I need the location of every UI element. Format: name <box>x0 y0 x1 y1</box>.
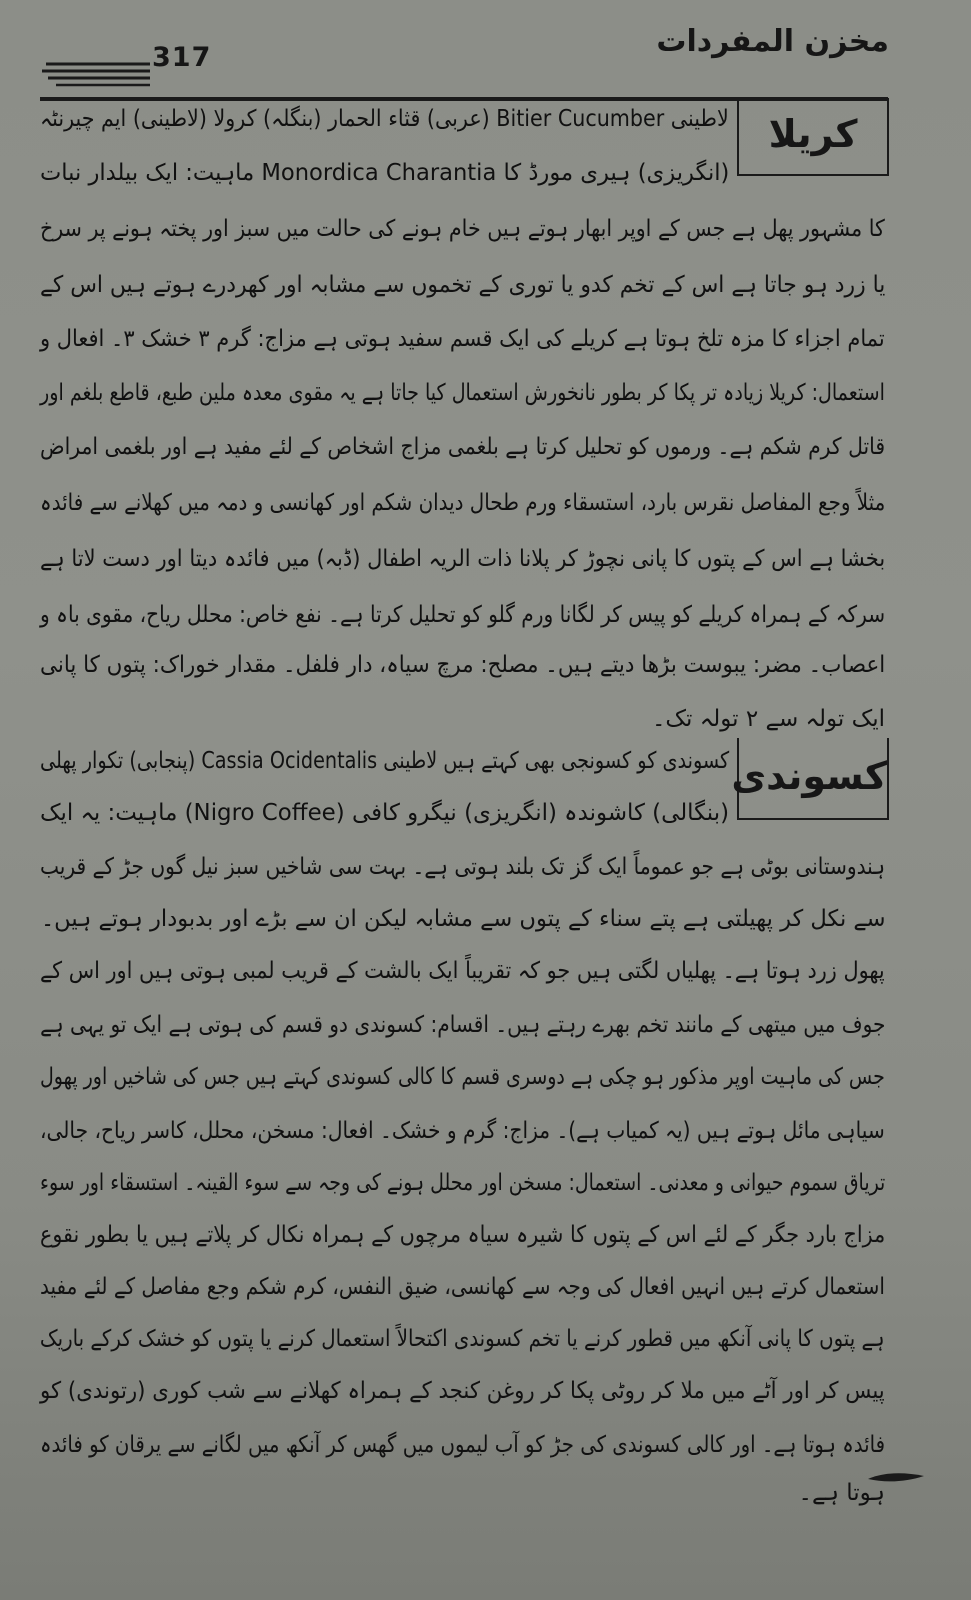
entry-line: جوف میں میتھی کے مانند تخم بھرے رہتے ہیں۔ اقسام: کسوندی دو قسم کی ہوتی ہے ایک تو یہی ہے <box>39 1012 885 1038</box>
entry-line: ہندوستانی بوٹی ہے جو عموماً ایک گز تک بلند ہوتی ہے۔ بہت سی شاخیں سبز نیل گوں جڑ کے قریب <box>39 854 885 880</box>
entry-line: (بنگالی) کاشوندہ (انگریزی) نیگرو کافی (Nigro Coffee) ماہیت: یہ ایک <box>39 800 729 826</box>
entry-line: اعصاب۔ مضر: یبوست بڑھا دیتے ہیں۔ مصلح: مرچ سیاہ، دار فلفل۔ مقدار خوراک: پتوں کا پانی <box>39 652 885 678</box>
entry-title-box-kasondi <box>731 738 889 820</box>
entry-line: کا مشہور پھل ہے جس کے اوپر ابھار ہوتے ہیں خام ہونے کی حالت میں سبز اور پختہ ہونے پر سرخ <box>40 216 885 242</box>
entry-line: یا زرد ہو جاتا ہے اس کے تخم کدو یا توری کے تخموں سے مشابہ اور کھردرے ہوتے ہیں اس کے <box>39 272 885 298</box>
entry-line: تمام اجزاء کا مزہ تلخ ہوتا ہے کریلے کی ایک قسم سفید ہوتی ہے مزاج: گرم ۳ خشک ۳۔ افعال و <box>40 326 885 352</box>
entry-line: ایک تولہ سے ۲ تولہ تک۔ <box>651 706 885 732</box>
entry-line: فائدہ ہوتا ہے۔ اور کالی کسوندی کی جڑ کو آب لیموں میں گھس کر آنکھ میں لگانے سے یرقان کو فائدہ <box>39 1432 885 1458</box>
entry-title-karela: کریلا <box>768 112 858 156</box>
entry-line: سیاہی مائل ہوتے ہیں (یہ کمیاب ہے)۔ مزاج: گرم و خشک۔ افعال: مسخن، محلل، کاسر ریاح، جالی، <box>40 1118 885 1144</box>
entry-line: ہوتا ہے۔ <box>798 1480 885 1506</box>
entry-line: کسوندی کو کسونجی بھی کہتے ہیں لاطینی Cassia Ocidentalis (پنجابی) تکوار پھلی <box>39 748 729 774</box>
entry-line: پیس کر اور آٹے میں ملا کر روٹی پکا کر روغن کنجد کے ہمراہ کھلانے سے شب کوری (رتوندی) کو <box>40 1378 885 1404</box>
entry-line: سرکہ کے ہمراہ کریلے کو پیس کر لگانا ورم گلو کو تحلیل کرتا ہے۔ نفع خاص: محلل ریاح، مقوی باہ و <box>39 602 885 628</box>
page-number: 317 <box>152 42 212 73</box>
book-title: مخزن المفردات <box>656 24 889 59</box>
entry-line: قاتل کرم شکم ہے۔ ورموں کو تحلیل کرتا ہے بلغمی مزاج اشخاص کے لئے مفید ہے اور بلغمی امراض <box>39 434 885 460</box>
entry-line: (انگریزی) ہیری مورڈ کا Monordica Charantia ماہیت: ایک بیلدار نبات <box>39 160 729 186</box>
entry-line: مزاج بارد جگر کے لئے اس کے پتوں کا شیرہ سیاہ مرچوں کے ہمراہ نکال کر پلاتے ہیں یا بطور نقوع <box>39 1222 885 1248</box>
entry-title-box-karela <box>737 98 889 176</box>
entry-line: استعمال: کریلا زیادہ تر پکا کر بطور نانخورش استعمال کیا جاتا ہے یہ مقوی معدہ ملین طبع، قاطع بلغم اور <box>40 380 885 406</box>
entry-line: تریاق سموم حیوانی و معدنی۔ استعمال: مسخن اور محلل ہونے کی وجہ سے سوء القینہ۔ استسقاء اور سوء <box>39 1170 885 1196</box>
entry-line: پھول زرد ہوتا ہے۔ پھلیاں لگتی ہیں جو کہ تقریباً ایک بالشت کے قریب لمبی ہوتی ہیں اور اس کے <box>40 958 885 984</box>
entry-title-kasondi: کسوندی <box>731 754 887 798</box>
entry-line: سے نکل کر پھیلتی ہے پتے سناء کے پتوں سے مشابہ لیکن ان سے بڑے اور بدبودار ہوتے ہیں۔ <box>40 906 885 932</box>
entry-line: استعمال کرتے ہیں انہیں افعال کی وجہ سے کھانسی، ضیق النفس، کرم شکم وجع مفاصل کے لئے مفید <box>40 1274 885 1300</box>
header-decorative-lines <box>42 60 152 90</box>
entry-line: مثلاً وجع المفاصل نقرس بارد، استسقاء ورم طحال دیدان شکم اور کھانسی و دمہ میں کھلانے سے فائدہ <box>39 490 885 516</box>
entry-line: لاطینی Bitier Cucumber (عربی) قثاء الحمار (بنگلہ) کرولا (لاطینی) ایم چیرنٹہ <box>40 106 729 132</box>
end-flourish-icon <box>866 1470 926 1484</box>
entry-line: جس کی ماہیت اوپر مذکور ہو چکی ہے دوسری قسم کا کالی کسوندی کہتے ہیں جس کی شاخیں اور پھول <box>40 1064 885 1090</box>
entry-line: ہے پتوں کا پانی آنکھ میں قطور کرنے یا تخم کسوندی اکتحالاً استعمال کرنے یا پتوں کو خشک کرکے باریک <box>40 1326 885 1352</box>
entry-line: بخشا ہے اس کے پتوں کا پانی نچوڑ کر پلانا ذات الریہ اطفال (ڈبہ) میں فائدہ دیتا اور دست لاتا ہے <box>39 546 885 572</box>
